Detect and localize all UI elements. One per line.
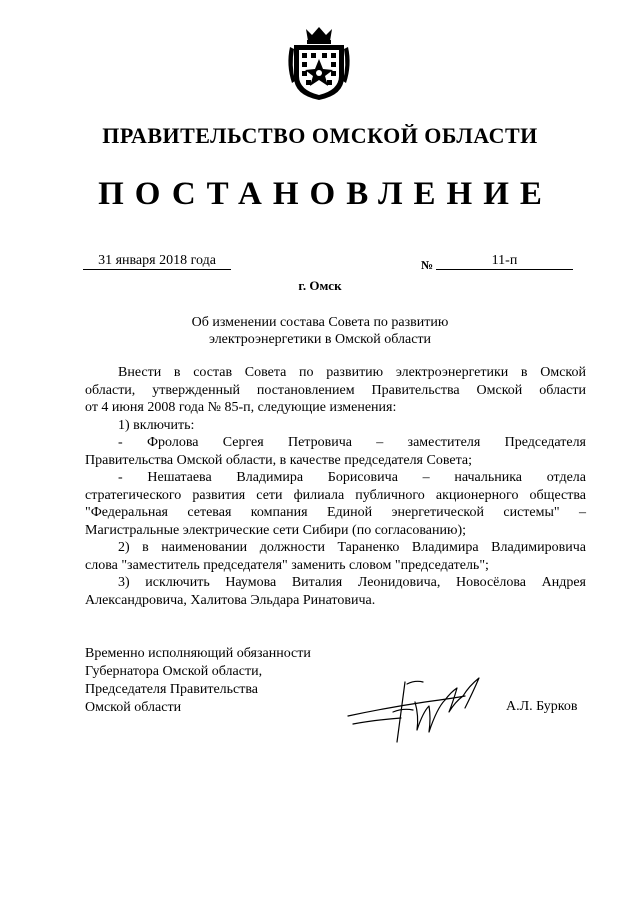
document-subject (160, 314, 480, 348)
body-line: 1) включить: (118, 417, 195, 433)
body-line: Магистральные электрические сети Сибири (по согласованию); (85, 522, 466, 538)
body-line: 2) в наименовании должности Тараненко Владимира Владимировича (118, 540, 586, 555)
subject-line: Об изменении состава Совета по развитию (191, 315, 449, 330)
subject-line: электроэнергетики в Омской области (208, 332, 432, 347)
body-line: Внести в состав Совета по развитию электроэнергетики в Омской (118, 365, 586, 380)
body-line: "Федеральная сетевая компания Единой энергетической системы" – (85, 505, 586, 520)
body-line: - Нешатаева Владимира Борисовича – начальника отдела (118, 470, 586, 485)
document-type: ПОСТАНОВЛЕНИЕ (98, 176, 553, 212)
body-line: области, утвержденный постановлением Правительства Омской области (85, 382, 586, 398)
body-line: слова "заместитель председателя" заменить словом "председатель"; (85, 557, 489, 573)
body-line: от 4 июня 2008 года № 85-п, следующие изменения: (85, 400, 397, 415)
body-line: стратегического развития сети филиала публичного акционерного общества (85, 487, 586, 503)
government-title: ПРАВИТЕЛЬСТВО ОМСКОЙ ОБЛАСТИ (102, 123, 538, 148)
signer-position-line: Временно исполняющий обязанности (85, 646, 311, 661)
document-number: 11-п (436, 252, 573, 270)
signer-position-line: Губернатора Омской области, (85, 664, 263, 679)
number-label: № (421, 258, 434, 272)
city: г. Омск (298, 278, 342, 293)
body-line: 3) исключить Наумова Виталия Леонидовича, Новосёлова Андрея (118, 575, 586, 590)
document-date: 31 января 2018 года (83, 252, 231, 270)
signer-position-line: Председателя Правительства (85, 682, 259, 697)
signer-position (85, 645, 345, 717)
document-body (85, 364, 586, 609)
body-line: - Фролова Сергея Петровича – заместителя Председателя (118, 435, 586, 450)
body-line: Александровича, Халитова Эльдара Ринатовича. (85, 592, 376, 608)
body-line: Правительства Омской области, в качестве председателя Совета; (85, 452, 472, 468)
signer-position-line: Омской области (85, 700, 182, 715)
handwritten-signature (345, 672, 495, 750)
omsk-coat-of-arms-icon (286, 25, 352, 102)
signer-name: А.Л. Бурков (506, 699, 578, 714)
